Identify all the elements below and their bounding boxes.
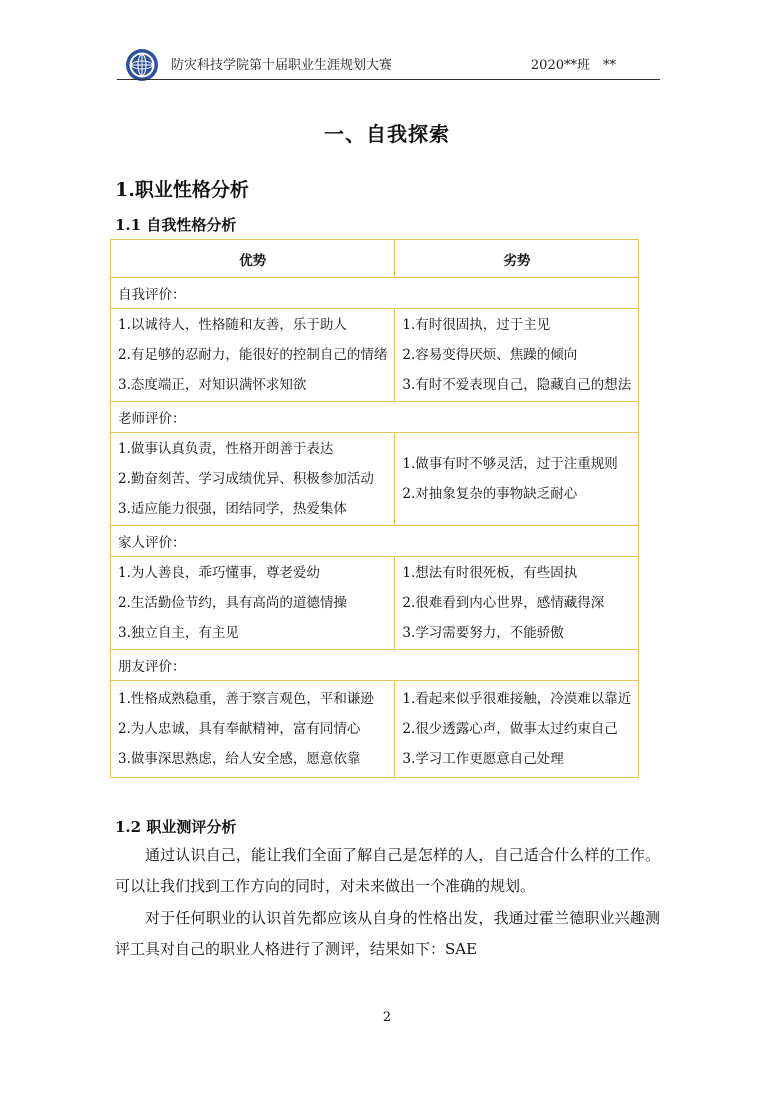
weaknesses-cell	[395, 433, 639, 526]
list-item: 1.为人善良，乖巧懂事，尊老爱幼	[118, 565, 320, 581]
strengths-cell	[111, 433, 395, 526]
header-class-label: 2020**班 **	[530, 58, 616, 73]
list-item: 2.为人忠诚，具有奉献精神，富有同情心	[118, 721, 361, 737]
body-paragraph: 对于任何职业的认识首先都应该从自身的性格出发，我通过霍兰德职业兴趣测评工具对自己的职业人格进行了测评，结果如下：SAE	[115, 909, 660, 958]
body-paragraph: 通过认识自己，能让我们全面了解自己是怎样的人，自己适合什么样的工作。可以让我们找到工作方向的同时，对未来做出一个准确的规划。	[115, 846, 660, 895]
page-header	[125, 48, 660, 84]
weaknesses-cell	[395, 309, 639, 402]
list-item: 2.生活勤俭节约，具有高尚的道德情操	[118, 595, 347, 611]
list-item: 1.以诚待人，性格随和友善，乐于助人	[118, 317, 347, 333]
list-item: 1.看起来似乎很难接触，冷漠难以靠近	[402, 691, 632, 707]
list-item: 2.对抽象复杂的事物缺乏耐心	[402, 486, 578, 502]
list-item: 2.勤奋刻苦、学习成绩优异、积极参加活动	[118, 471, 374, 487]
chapter-title: 一、自我探索	[324, 122, 450, 146]
list-item: 2.容易变得厌烦、焦躁的倾向	[402, 347, 578, 363]
list-item: 1.做事有时不够灵活，过于注重规则	[402, 456, 618, 472]
table-group-label: 朋友评价：	[111, 650, 639, 681]
table-row	[111, 309, 639, 402]
list-item: 3.学习工作更愿意自己处理	[402, 751, 564, 767]
list-item: 1.做事认真负责，性格开朗善于表达	[118, 441, 334, 457]
school-seal-icon	[125, 48, 159, 82]
table-group-label: 老师评价：	[111, 402, 639, 433]
table-header-row	[111, 240, 639, 278]
list-item: 3.做事深思熟虑，给人安全感，愿意依靠	[118, 751, 361, 767]
weaknesses-cell	[395, 681, 639, 778]
list-item: 3.有时不爱表现自己，隐藏自己的想法	[402, 377, 632, 393]
table-group-label: 家人评价：	[111, 526, 639, 557]
list-item: 3.独立自主，有主见	[118, 625, 239, 641]
subsection-title-1: 1.1 自我性格分析	[115, 216, 237, 234]
list-item: 3.学习需要努力，不能骄傲	[402, 625, 564, 641]
list-item: 1.性格成熟稳重，善于察言观色，平和谦逊	[118, 691, 374, 707]
list-item: 1.有时很固执，过于主见	[402, 317, 551, 333]
section-title: 1.职业性格分析	[115, 179, 249, 201]
list-item: 2.有足够的忍耐力，能很好的控制自己的情绪	[118, 347, 388, 363]
table-row	[111, 433, 639, 526]
list-item: 3.适应能力很强，团结同学，热爱集体	[118, 501, 347, 517]
strengths-cell	[111, 557, 395, 650]
header-divider	[117, 79, 660, 80]
table-row	[111, 557, 639, 650]
header-title: 防灾科技学院第十届职业生涯规划大赛	[171, 58, 393, 73]
list-item: 3.态度端正，对知识满怀求知欲	[118, 377, 307, 393]
strengths-cell	[111, 681, 395, 778]
evaluation-table	[110, 239, 639, 778]
page-number: 2	[382, 1010, 392, 1025]
table-group-label: 自我评价：	[111, 278, 639, 309]
list-item: 2.很少透露心声，做事太过约束自己	[402, 721, 618, 737]
list-item: 2.很难看到内心世界，感情藏得深	[402, 595, 605, 611]
table-header-strengths: 优势	[111, 240, 395, 278]
table-row	[111, 681, 639, 778]
list-item: 1.想法有时很死板，有些固执	[402, 565, 578, 581]
strengths-cell	[111, 309, 395, 402]
table-header-weaknesses: 劣势	[395, 240, 639, 278]
weaknesses-cell	[395, 557, 639, 650]
subsection-title-2: 1.2 职业测评分析	[115, 818, 237, 836]
